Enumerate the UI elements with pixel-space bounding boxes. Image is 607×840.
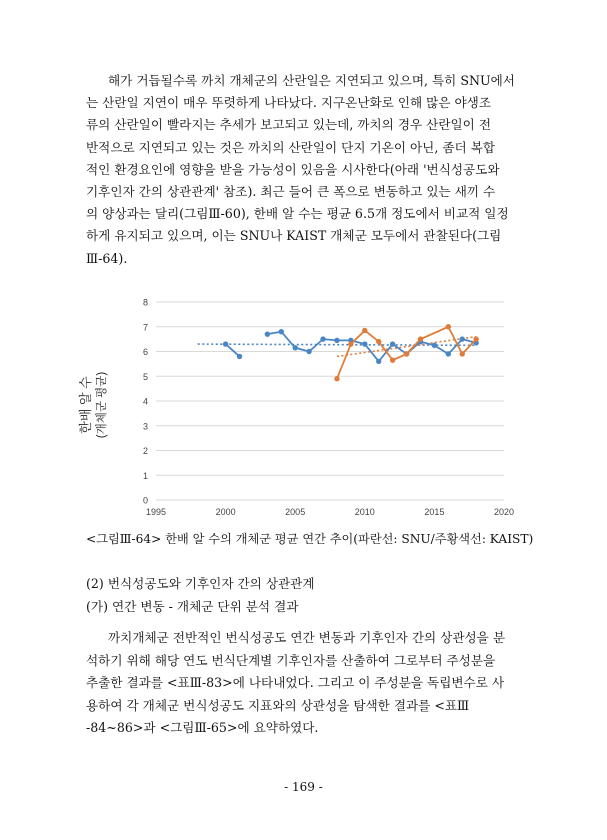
x-axis-ticks: [146, 507, 514, 517]
data-point-kaist: [473, 336, 478, 341]
y-tick-label: 7: [142, 322, 148, 333]
data-point-kaist: [334, 376, 339, 381]
y-tick-label: 6: [142, 347, 148, 357]
data-point-snu: [320, 336, 325, 341]
paragraph-line: 의 양상과는 달리(그림Ⅲ-60), 한배 알 수는 평균 6.5개 정도에서 비교적 일정: [86, 206, 509, 222]
y-axis-label-sub: (개체군 평균): [96, 371, 108, 439]
x-tick-label: 2020: [493, 507, 515, 517]
data-point-snu: [334, 338, 339, 343]
x-tick-label: 2000: [215, 507, 236, 517]
data-point-snu: [293, 345, 298, 350]
y-tick-label: 5: [142, 371, 148, 382]
paragraph-line: 적인 환경요인에 영향을 받을 가능성이 있음을 시사한다(아래 '번식성공도와: [86, 161, 500, 177]
paragraph-line: 반적으로 지연되고 있는 것은 까치의 산란일이 단지 기온이 아닌, 좀더 복합: [86, 139, 496, 155]
data-point-snu: [279, 329, 284, 334]
paragraph-line: Ⅲ-64).: [86, 250, 128, 266]
data-point-kaist: [376, 339, 381, 344]
x-tick-label: 2015: [424, 507, 445, 517]
paragraph-line: -84~86>과 <그림Ⅲ-65>에 요약하였다.: [86, 720, 319, 736]
y-tick-label: 8: [142, 297, 148, 308]
section-heading: (2) 번식성공도와 기후인자 간의 상관관계: [86, 576, 315, 591]
y-tick-label: 1: [142, 470, 148, 481]
data-point-snu: [460, 336, 465, 341]
paragraph-line: 기후인자 간의 상관관계' 참조). 최근 들어 큰 폭으로 변동하고 있는 새끼 수: [86, 184, 496, 200]
data-point-kaist: [446, 324, 451, 329]
y-axis-label: 한배 알 수: [78, 376, 93, 434]
y-tick-label: 3: [142, 421, 148, 432]
data-point-kaist: [390, 357, 395, 362]
clutch-size-chart: [78, 290, 528, 520]
data-series: [223, 324, 479, 381]
x-tick-label: 2010: [354, 507, 375, 517]
data-point-snu: [432, 343, 437, 348]
data-point-kaist: [418, 336, 423, 341]
paragraph-line: 추출한 결과를 <표Ⅲ-83>에 나타내었다. 그리고 이 주성분을 독립변수로 사: [86, 675, 505, 691]
series-line-snu: [226, 344, 240, 356]
data-point-snu: [237, 354, 242, 359]
paragraph-line: 류의 산란일이 빨라지는 추세가 보고되고 있는데, 까치의 경우 산란일이 전: [86, 117, 491, 133]
x-tick-label: 2005: [285, 507, 306, 517]
data-point-kaist: [460, 351, 465, 356]
y-tick-label: 2: [142, 446, 148, 456]
y-tick-label: 4: [142, 396, 148, 407]
data-point-snu: [265, 331, 270, 336]
body-paragraph-2: [86, 627, 532, 740]
paragraph-line: 하게 유지되고 있으며, 이는 SNU나 KAIST 개체군 모두에서 관찰된다(그림: [86, 228, 502, 244]
paragraph-line: 해가 거듭될수록 까치 개체군의 산란일은 지연되고 있으며, 특히 SNU에서: [108, 73, 515, 88]
data-point-kaist: [404, 351, 409, 356]
chart-svg: [78, 290, 528, 520]
paragraph-line: 까치개체군 전반적인 번식성공도 연간 변동과 기후인자 간의 상관성을 분: [108, 630, 505, 645]
data-point-kaist: [348, 341, 353, 346]
y-tick-label: 0: [142, 495, 148, 506]
data-point-snu: [362, 341, 367, 346]
data-point-snu: [390, 341, 395, 346]
subsection-heading: (가) 연간 변동 - 개체군 단위 분석 결과: [86, 599, 299, 614]
data-point-snu: [223, 341, 228, 346]
data-point-snu: [306, 349, 311, 354]
figure-caption: <그림Ⅲ-64> 한배 알 수의 개체군 평균 연간 추이(파란선: SNU/주황색선: KAIST): [86, 532, 534, 546]
paragraph-line: 용하여 각 개체군 번식성공도 지표와의 상관성을 탐색한 결과를 <표Ⅲ: [86, 697, 470, 713]
paragraph-line: 석하기 위해 해당 연도 번식단계별 기후인자를 산출하여 그로부터 주성분을: [86, 652, 496, 668]
data-point-snu: [446, 351, 451, 356]
data-point-snu: [376, 359, 381, 364]
body-paragraph-1: [86, 70, 532, 270]
x-tick-label: 1995: [145, 507, 167, 517]
data-point-kaist: [362, 328, 367, 333]
paragraph-line: 는 산란일 지연이 매우 뚜렷하게 나타났다. 지구온난화로 인해 많은 야생조: [86, 95, 491, 111]
page-number: - 169 -: [284, 780, 323, 794]
y-axis-ticks: [143, 298, 148, 506]
